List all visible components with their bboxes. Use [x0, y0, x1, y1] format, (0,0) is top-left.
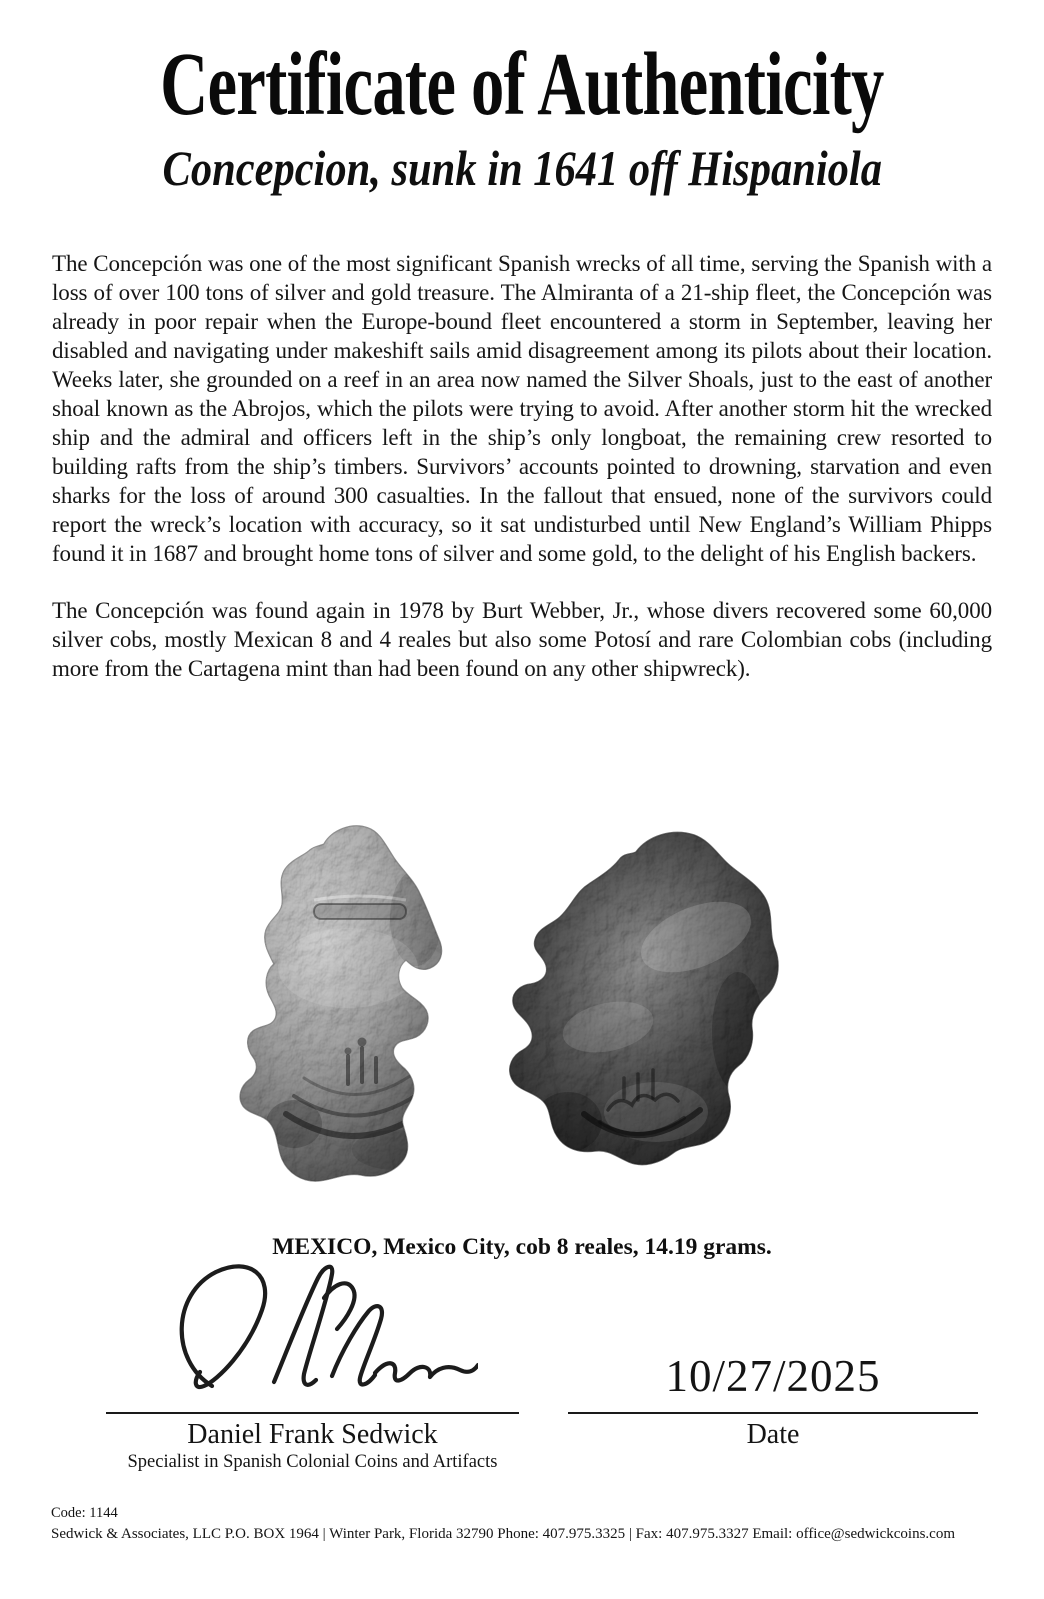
certificate-subtitle-text: Concepcion, sunk in 1641 off Hispaniola [162, 140, 882, 196]
date-label: Date [746, 1419, 800, 1450]
body-paragraph: The Concepción was one of the most significant Spanish wrecks of all time, serving the Spanish with a loss of over 100 tons of silver and gold treasure. The Almiranta of a 21-ship fleet, the Concepción was already in poor repair when the Europe-bound fleet encountered a storm in September, leaving her disabled and navigating under makeshift sails amid disagreement among its pilots about their location. Weeks later, she grounded on a reef in an area now named the Silver Shoals, just to the east of another shoal known as the Abrojos, which the pilots were trying to avoid. After another storm hit the wrecked ship and the admiral and officers left in the ship’s only longboat, the remaining crew resorted to building rafts from the ship’s timbers. Survivors’ accounts pointed to drowning, starvation and even sharks for the loss of around 300 casualties. In the fallout that ensued, none of the survivors could report the wreck’s location with accuracy, so it sat undisturbed until New England’s William Phipps found it in 1687 and brought home tons of silver and some gold, to the delight of his English backers. [52, 251, 992, 566]
certificate-title [0, 35, 1044, 134]
certificate-subtitle [0, 138, 1044, 198]
footer-contact: Sedwick & Associates, LLC P.O. BOX 1964 | Winter Park, Florida 32790 Phone: 407.975.3325 | Fax: 407.975.3327 Email: office@sedwickcoins.com [51, 1526, 955, 1542]
signature-line [106, 1412, 519, 1414]
coins-row [0, 815, 1044, 1195]
coin-obverse-image [228, 818, 486, 1190]
date-line [568, 1412, 978, 1414]
signer-title: Specialist in Spanish Colonial Coins and Artifacts [127, 1452, 498, 1472]
certificate-body [52, 249, 992, 711]
date-value: 10/27/2025 [665, 1351, 881, 1401]
footer-code: Code: 1144 [51, 1505, 118, 1521]
coin-caption: MEXICO, Mexico City, cob 8 reales, 14.19 grams. [272, 1234, 772, 1260]
signature-image [148, 1256, 478, 1408]
coin-reverse-image [488, 822, 790, 1194]
certificate-title-text: Certificate of Authenticity [160, 35, 884, 134]
body-paragraph: The Concepción was found again in 1978 by Burt Webber, Jr., whose divers recovered some 60,000 silver cobs, mostly Mexican 8 and 4 reales but also some Potosí and rare Colombian cobs (including more from the Cartagena mint than had been found on any other shipwreck). [52, 598, 992, 681]
signer-name: Daniel Frank Sedwick [187, 1419, 438, 1450]
